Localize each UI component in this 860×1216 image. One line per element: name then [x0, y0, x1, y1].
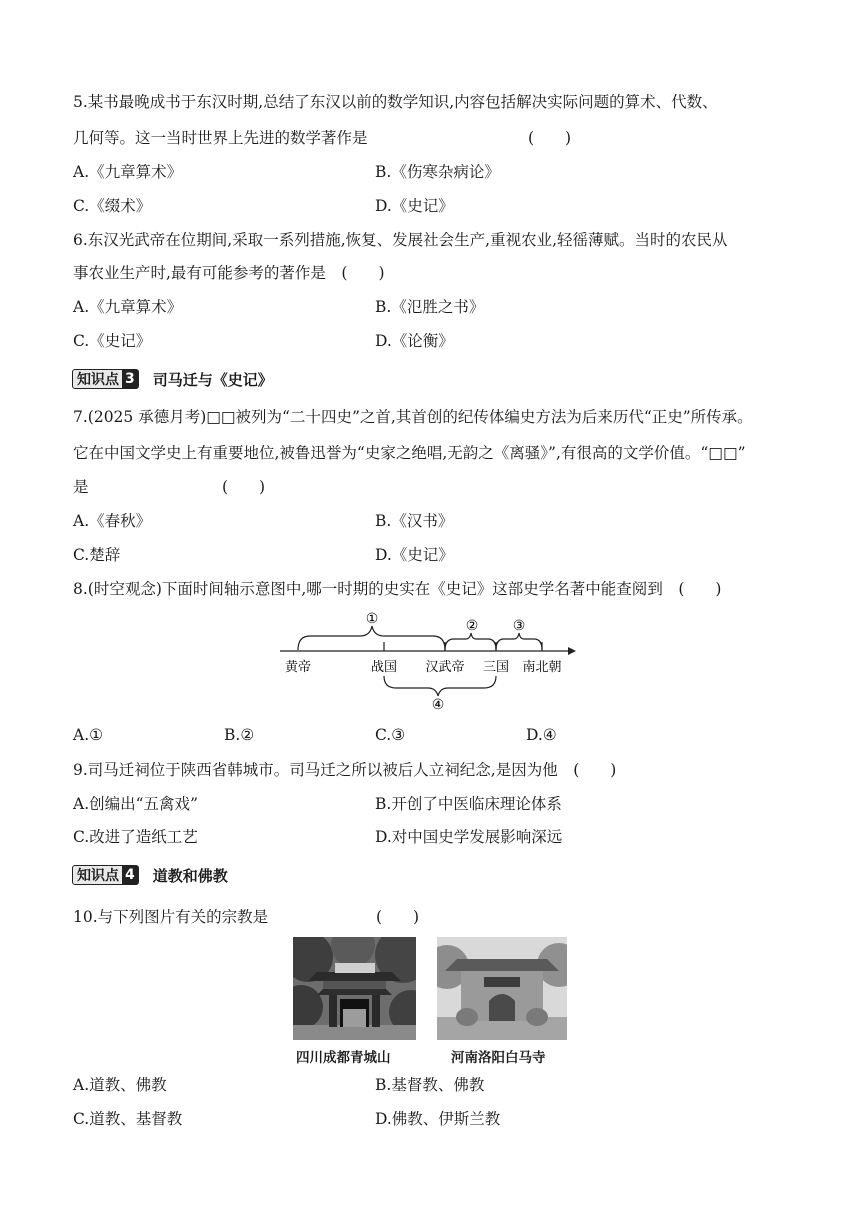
- section-badge-number: 3: [122, 370, 138, 388]
- q7-option-b[interactable]: B.《汉书》: [375, 512, 454, 530]
- q9-option-b[interactable]: B.开创了中医临床理论体系: [375, 795, 562, 813]
- timeline-arrow: [568, 647, 576, 655]
- bracket-label-3: ③: [512, 618, 526, 634]
- q6-option-d[interactable]: D.《论衡》: [375, 332, 454, 350]
- q5-stem-line2: 几何等。这一当时世界上先进的数学著作是: [73, 129, 368, 147]
- label-warring-states: 战国: [370, 660, 398, 675]
- section-badge: [72, 369, 139, 389]
- bracket-label-2: ②: [465, 618, 479, 634]
- caption-baimasi: 河南洛阳白马寺: [451, 1050, 546, 1066]
- q10-answer-paren: ( ): [376, 908, 420, 926]
- photo-qingchengshan: [293, 937, 416, 1040]
- q8-option-d[interactable]: D.④: [526, 726, 557, 744]
- q8-option-b[interactable]: B.②: [224, 726, 255, 744]
- q10-option-b[interactable]: B.基督教、佛教: [375, 1076, 485, 1094]
- bracket-label-4: ④: [431, 697, 445, 713]
- q10-option-c[interactable]: C.道教、基督教: [73, 1110, 183, 1128]
- q6-option-c[interactable]: C.《史记》: [73, 332, 152, 350]
- q6-stem-line1: 6.东汉光武帝在位期间,采取一系列措施,恢复、发展社会生产,重视农业,轻徭薄赋。当时的农民从: [73, 231, 728, 249]
- photo-baimasi: [437, 937, 567, 1040]
- q7-stem-line2: 它在中国文学史上有重要地位,被鲁迅誉为“史家之绝唱,无韵之《离骚》”,有很高的文学价值。“□□”: [73, 444, 746, 462]
- q9-option-a[interactable]: A.创编出“五禽戏”: [73, 795, 198, 813]
- q5-answer-paren: ( ): [528, 129, 572, 147]
- q6-option-b[interactable]: B.《氾胜之书》: [375, 298, 485, 316]
- q8-option-a[interactable]: A.①: [73, 726, 104, 744]
- q8-stem-line1: 8.(时空观念)下面时间轴示意图中,哪一时期的史实在《史记》这部史学名著中能查阅到 ( ): [73, 580, 722, 598]
- q10-option-a[interactable]: A.道教、佛教: [73, 1076, 167, 1094]
- q9-option-c[interactable]: C.改进了造纸工艺: [73, 828, 198, 846]
- label-huangdi: 黄帝: [284, 660, 312, 675]
- q7-stem-line1: 7.(2025 承德月考)□□被列为“二十四史”之首,其首创的纪传体编史方法为后来历代“正史”所传承。: [73, 408, 753, 426]
- q5-option-a[interactable]: A.《九章算术》: [73, 163, 183, 181]
- bracket-4: [384, 676, 496, 696]
- section-heading-4: [72, 864, 228, 886]
- q9-option-d[interactable]: D.对中国史学发展影响深远: [375, 828, 563, 846]
- q7-option-d[interactable]: D.《史记》: [375, 546, 454, 564]
- q5-option-d[interactable]: D.《史记》: [375, 197, 454, 215]
- q7-option-c[interactable]: C.楚辞: [73, 546, 121, 564]
- bracket-3: [496, 633, 542, 650]
- label-three-kingdoms: 三国: [482, 660, 510, 675]
- q6-option-a[interactable]: A.《九章算术》: [73, 298, 183, 316]
- section-badge: [72, 865, 139, 885]
- label-southern-northern: 南北朝: [522, 660, 562, 675]
- q5-stem-line1: 5.某书最晚成书于东汉时期,总结了东汉以前的数学知识,内容包括解决实际问题的算术、代数、: [73, 93, 718, 111]
- section-badge-label: 知识点: [77, 372, 119, 388]
- caption-qingchengshan: 四川成都青城山: [296, 1050, 391, 1066]
- q5-option-b[interactable]: B.《伤寒杂病论》: [375, 163, 500, 181]
- label-han-wudi: 汉武帝: [425, 660, 465, 675]
- section-title: 道教和佛教: [152, 866, 228, 885]
- bracket-2: [445, 633, 496, 650]
- q7-option-a[interactable]: A.《春秋》: [73, 512, 152, 530]
- section-badge-number: 4: [122, 866, 138, 884]
- q8-option-c[interactable]: C.③: [375, 726, 406, 744]
- q7-stem-line3: 是: [73, 478, 89, 496]
- section-heading-3: [72, 368, 273, 390]
- section-badge-label: 知识点: [77, 868, 119, 884]
- q6-stem-line2: 事农业生产时,最有可能参考的著作是 ( ): [73, 264, 385, 282]
- bracket-label-1: ①: [365, 611, 379, 627]
- q10-stem-line1: 10.与下列图片有关的宗教是: [73, 908, 269, 926]
- section-title: 司马迁与《史记》: [152, 370, 273, 389]
- q10-option-d[interactable]: D.佛教、伊斯兰教: [375, 1110, 501, 1128]
- bracket-1: [298, 626, 445, 650]
- q5-option-c[interactable]: C.《缀术》: [73, 197, 152, 215]
- q7-answer-paren: ( ): [222, 478, 266, 496]
- q9-stem-line1: 9.司马迁祠位于陕西省韩城市。司马迁之所以被后人立祠纪念,是因为他 ( ): [73, 761, 617, 779]
- timeline-diagram: [270, 606, 580, 716]
